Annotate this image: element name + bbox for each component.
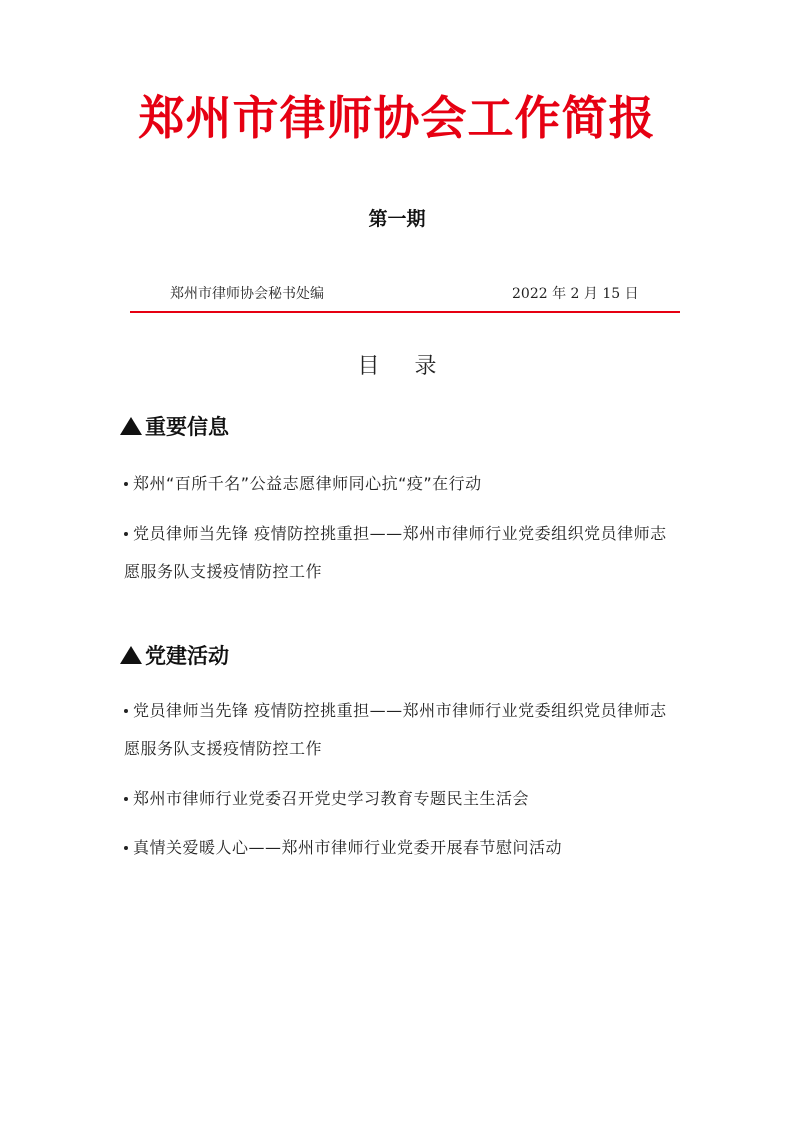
toc-item[interactable] <box>124 515 680 591</box>
toc-item-text: 郑州市律师行业党委召开党史学习教育专题民主生活会 <box>133 789 530 808</box>
toc-item[interactable] <box>124 692 680 768</box>
triangle-up-icon <box>120 646 142 664</box>
section-title: 重要信息 <box>145 415 229 439</box>
toc-item[interactable] <box>124 465 680 503</box>
red-divider <box>130 311 680 313</box>
toc-item[interactable] <box>124 780 680 818</box>
bullet-dot-icon <box>124 797 128 801</box>
toc-item-text: 真情关爱暖人心——郑州市律师行业党委开展春节慰问活动 <box>133 838 563 857</box>
section-heading-important-info <box>120 417 229 438</box>
editor-line: 郑州市律师协会秘书处编 <box>170 286 324 302</box>
bullet-dot-icon <box>124 532 128 536</box>
toc-item-text: 郑州“百所千名”公益志愿律师同心抗“疫”在行动 <box>133 474 482 493</box>
toc-heading: 目 录 <box>357 354 451 379</box>
toc-item-text: 党员律师当先锋 疫情防控挑重担——郑州市律师行业党委组织党员律师志愿服务队支援疫情防控工作 <box>124 524 667 581</box>
issue-date: 2022 年 2 月 15 日 <box>512 286 639 302</box>
triangle-up-icon <box>120 417 142 435</box>
bullet-dot-icon <box>124 846 128 850</box>
toc-item-text: 党员律师当先锋 疫情防控挑重担——郑州市律师行业党委组织党员律师志愿服务队支援疫情防控工作 <box>124 701 667 758</box>
toc-item[interactable] <box>124 829 680 867</box>
section-title: 党建活动 <box>145 644 229 668</box>
bullet-dot-icon <box>124 709 128 713</box>
masthead-title: 郑州市律师协会工作简报 <box>138 91 656 145</box>
section-heading-party-building <box>120 646 229 667</box>
bullet-dot-icon <box>124 482 128 486</box>
issue-number: 第一期 <box>368 208 426 230</box>
